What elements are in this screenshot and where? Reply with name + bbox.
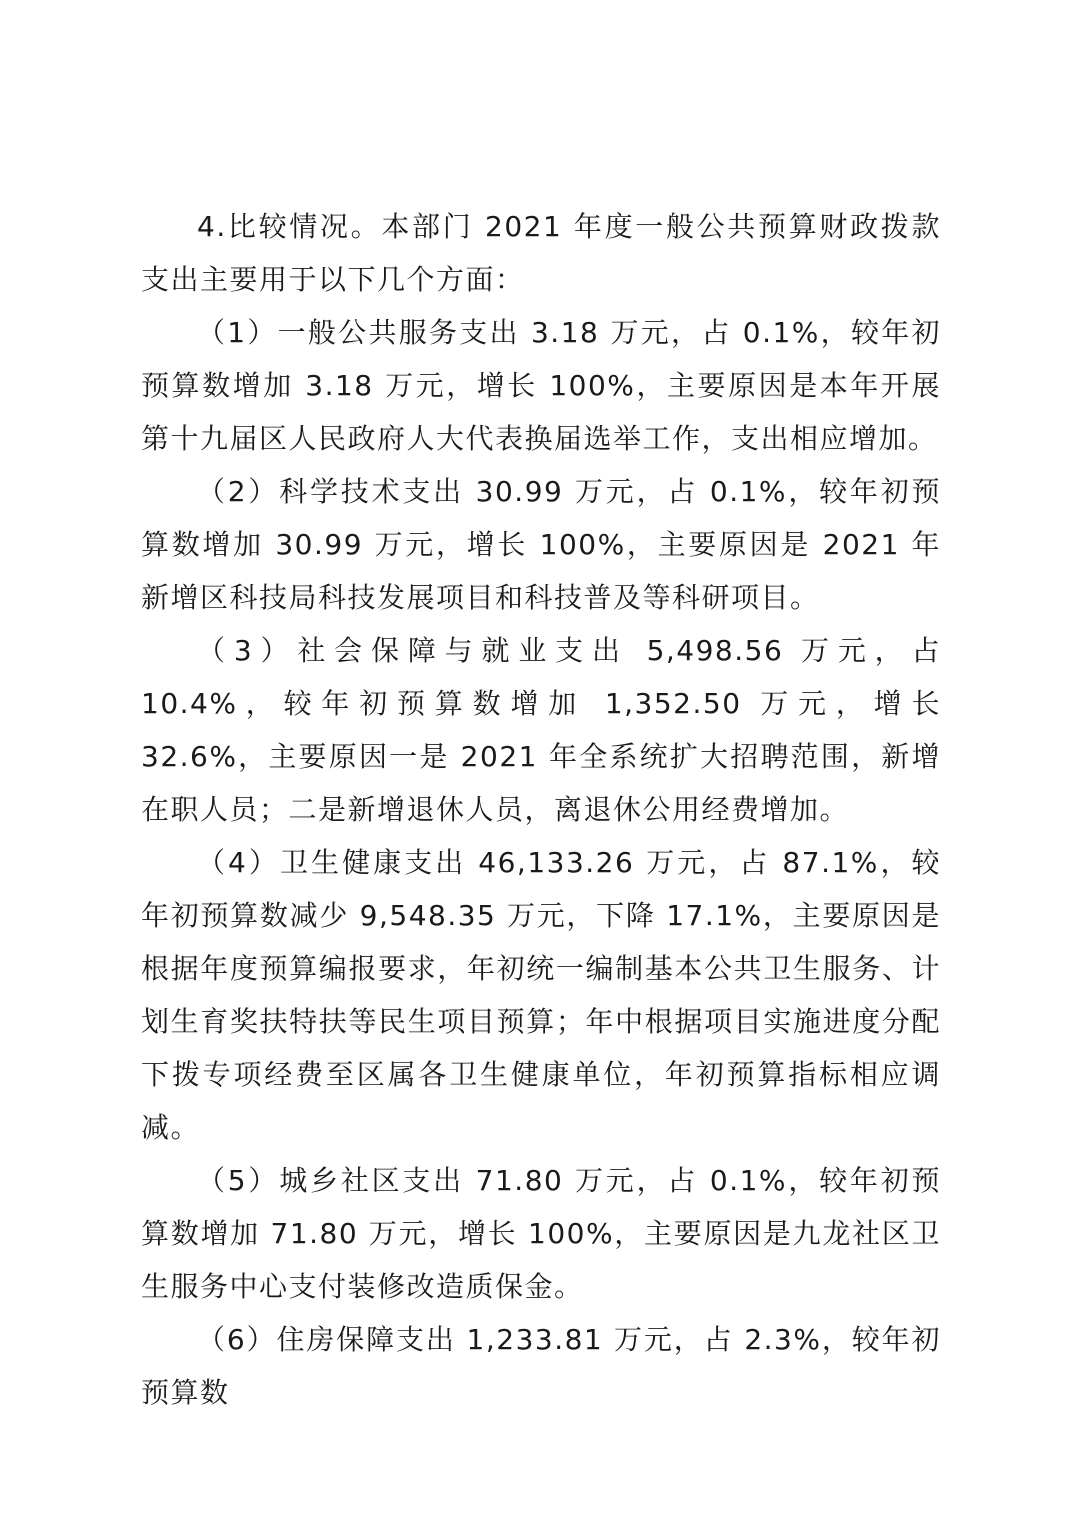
paragraph-general-public-services: （1）一般公共服务支出 3.18 万元，占 0.1%，较年初预算数增加 3.18 万元，增长 100%，主要原因是本年开展第十九届区人民政府人大代表换届选举工作，支出相应增加。 [141, 316, 941, 455]
paragraph-health: （4）卫生健康支出 46,133.26 万元，占 87.1%，较年初预算数减少 9,548.35 万元，下降 17.1%，主要原因是根据年度预算编报要求，年初统一编制基本公共卫生服务、计划生育奖扶特扶等民生项目预算；年中根据项目实施进度分配下拨专项经费至区属各卫生健康单位，年初预算指标相应调减。 [141, 846, 941, 1144]
paragraph-comparison-intro: 4.比较情况。本部门 2021 年度一般公共预算财政拨款支出主要用于以下几个方面： [141, 210, 941, 296]
paragraph-urban-rural-community: （5）城乡社区支出 71.80 万元，占 0.1%，较年初预算数增加 71.80 万元，增长 100%，主要原因是九龙社区卫生服务中心支付装修改造质保金。 [141, 1164, 941, 1303]
paragraph-science-technology: （2）科学技术支出 30.99 万元，占 0.1%，较年初预算数增加 30.99 万元，增长 100%，主要原因是 2021 年新增区科技局科技发展项目和科技普及等科研项目。 [141, 475, 941, 614]
paragraph-social-security-employment: （3）社会保障与就业支出 5,498.56 万元，占 10.4%，较年初预算数增加 1,352.50 万元，增长 32.6%，主要原因一是 2021 年全系统扩大招聘范围，新增在职人员；二是新增退休人员，离退休公用经费增加。 [141, 634, 941, 826]
paragraph-housing-security: （6）住房保障支出 1,233.81 万元，占 2.3%，较年初预算数 [141, 1323, 941, 1409]
document-body [141, 200, 941, 1419]
